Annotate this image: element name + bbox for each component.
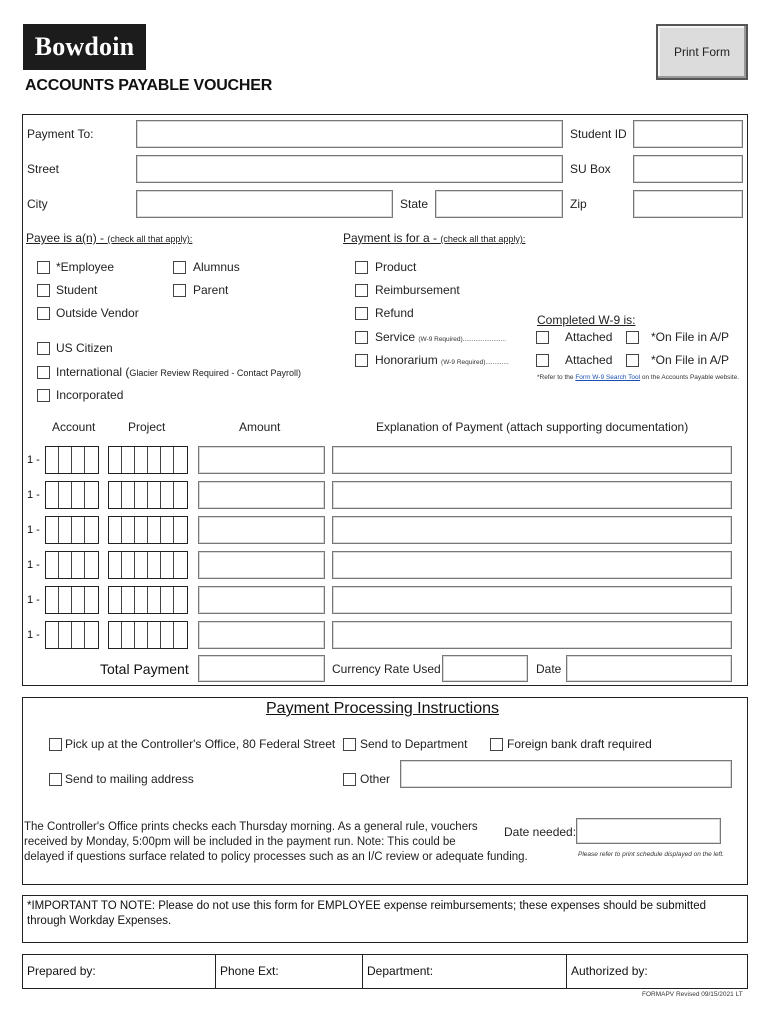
project-digits-input[interactable] <box>108 586 188 614</box>
line-row-label: 1 - <box>27 524 40 536</box>
reimbursement-label: Reimbursement <box>375 283 460 297</box>
project-header: Project <box>128 420 166 434</box>
other-checkbox[interactable] <box>343 773 356 786</box>
parent-checkbox[interactable] <box>173 284 186 297</box>
honorarium-w9-on-file-checkbox[interactable] <box>626 354 639 367</box>
explanation-input[interactable] <box>332 481 732 509</box>
phone-ext-field[interactable]: Phone Ext: <box>216 955 363 988</box>
foreign-draft-label: Foreign bank draft required <box>507 737 652 751</box>
account-digits-input[interactable] <box>45 551 99 579</box>
total-payment-input[interactable] <box>198 655 325 682</box>
other-input[interactable] <box>400 760 732 788</box>
payment-to-label: Payment To: <box>27 127 94 141</box>
street-input[interactable] <box>136 155 563 183</box>
processing-note: The Controller's Office prints checks each Thursday morning. As a general rule, vouchers received by Monday, 5:00pm will be included in the payment run. Note: This could be delayed if questions surface related to policy processes such as an I/C review or adequate funding. <box>24 821 528 863</box>
student-id-input[interactable] <box>633 120 743 148</box>
student-label: Student <box>56 283 98 297</box>
department-field[interactable]: Department: <box>363 955 567 988</box>
pickup-label: Pick up at the Controller's Office, 80 Federal Street <box>65 737 336 751</box>
explanation-input[interactable] <box>332 551 732 579</box>
us-citizen-label: US Citizen <box>56 341 113 355</box>
line-row-label: 1 - <box>27 489 40 501</box>
currency-rate-label: Currency Rate Used <box>332 662 441 676</box>
line-row-label: 1 - <box>27 594 40 606</box>
honorarium-w9-attached-checkbox[interactable] <box>536 354 549 367</box>
zip-label: Zip <box>570 197 587 211</box>
amount-input[interactable] <box>198 621 325 649</box>
payment-to-input[interactable] <box>136 120 563 148</box>
amount-input[interactable] <box>198 481 325 509</box>
project-digits-input[interactable] <box>108 551 188 579</box>
explanation-header: Explanation of Payment (attach supporting documentation) <box>376 420 689 434</box>
payee-type-heading: Payee is a(n) - (check all that apply): <box>26 231 193 245</box>
amount-input[interactable] <box>198 586 325 614</box>
city-label: City <box>27 197 48 211</box>
prepared-by-field[interactable]: Prepared by: <box>23 955 216 988</box>
account-header: Account <box>52 420 96 434</box>
city-input[interactable] <box>136 190 393 218</box>
service-w9-attached-label: Attached <box>565 330 613 344</box>
explanation-input[interactable] <box>332 586 732 614</box>
honorarium-label: Honorarium (W-9 Required)............. <box>375 353 509 367</box>
service-label: Service (W-9 Required)........................ <box>375 330 507 344</box>
line-row-label: 1 - <box>27 454 40 466</box>
international-label: International (Glacier Review Required - Contact Payroll) <box>56 365 301 379</box>
alumnus-checkbox[interactable] <box>173 261 186 274</box>
line-row-label: 1 - <box>27 629 40 641</box>
date-label: Date <box>536 662 562 676</box>
amount-input[interactable] <box>198 551 325 579</box>
international-checkbox[interactable] <box>37 366 50 379</box>
employee-checkbox[interactable] <box>37 261 50 274</box>
product-label: Product <box>375 260 417 274</box>
w9-heading: Completed W-9 is: <box>537 313 636 327</box>
product-checkbox[interactable] <box>355 261 368 274</box>
service-w9-on-file-checkbox[interactable] <box>626 331 639 344</box>
zip-input[interactable] <box>633 190 743 218</box>
alumnus-label: Alumnus <box>193 260 240 274</box>
currency-rate-input[interactable] <box>442 655 528 682</box>
employee-label: *Employee <box>56 260 115 274</box>
student-id-label: Student ID <box>570 127 627 141</box>
print-form-button[interactable]: Print Form <box>656 24 748 80</box>
su-box-label: SU Box <box>570 162 611 176</box>
state-input[interactable] <box>435 190 563 218</box>
student-checkbox[interactable] <box>37 284 50 297</box>
important-note: *IMPORTANT TO NOTE: Please do not use this form for EMPLOYEE expense reimbursements; these expenses should be submitted through Workday Expenses. <box>22 895 748 943</box>
amount-input[interactable] <box>198 516 325 544</box>
line-row-label: 1 - <box>27 559 40 571</box>
account-digits-input[interactable] <box>45 446 99 474</box>
total-payment-label: Total Payment <box>100 661 189 677</box>
service-checkbox[interactable] <box>355 331 368 344</box>
reimbursement-checkbox[interactable] <box>355 284 368 297</box>
mailing-address-checkbox[interactable] <box>49 773 62 786</box>
outside-vendor-label: Outside Vendor <box>56 306 139 320</box>
explanation-input[interactable] <box>332 446 732 474</box>
state-label: State <box>400 197 429 211</box>
outside-vendor-checkbox[interactable] <box>37 307 50 320</box>
parent-label: Parent <box>193 283 229 297</box>
date-needed-input[interactable] <box>576 818 721 844</box>
send-department-label: Send to Department <box>360 737 468 751</box>
us-citizen-checkbox[interactable] <box>37 342 50 355</box>
payment-for-heading: Payment is for a - (check all that apply): <box>343 231 526 245</box>
account-digits-input[interactable] <box>45 516 99 544</box>
service-w9-on-file-label: *On File in A/P <box>651 330 730 344</box>
project-digits-input[interactable] <box>108 621 188 649</box>
mailing-address-label: Send to mailing address <box>65 772 194 786</box>
form-revision: FORMAPV Revised 09/15/2021 LT <box>642 991 743 998</box>
pickup-checkbox[interactable] <box>49 738 62 751</box>
account-digits-input[interactable] <box>45 621 99 649</box>
date-input[interactable] <box>566 655 732 682</box>
foreign-draft-checkbox[interactable] <box>490 738 503 751</box>
honorarium-w9-on-file-label: *On File in A/P <box>651 353 730 367</box>
amount-input[interactable] <box>198 446 325 474</box>
date-needed-label: Date needed: <box>504 825 577 839</box>
explanation-input[interactable] <box>332 516 732 544</box>
amount-header: Amount <box>239 420 281 434</box>
explanation-input[interactable] <box>332 621 732 649</box>
street-label: Street <box>27 162 60 176</box>
refund-checkbox[interactable] <box>355 307 368 320</box>
honorarium-checkbox[interactable] <box>355 354 368 367</box>
w9-refer-note: *Refer to the Form W-9 Search Tool on the Accounts Payable website. <box>537 374 740 381</box>
processing-title: Payment Processing Instructions <box>266 700 499 717</box>
incorporated-label: Incorporated <box>56 388 124 402</box>
authorized-by-field[interactable]: Authorized by: <box>571 964 648 978</box>
signature-row <box>22 954 748 989</box>
honorarium-w9-attached-label: Attached <box>565 353 613 367</box>
bowdoin-logo: Bowdoin <box>23 24 146 70</box>
project-digits-input[interactable] <box>108 446 188 474</box>
account-digits-input[interactable] <box>45 481 99 509</box>
service-w9-attached-checkbox[interactable] <box>536 331 549 344</box>
schedule-note: Please refer to print schedule displayed on the left. <box>578 851 724 858</box>
form-title: ACCOUNTS PAYABLE VOUCHER <box>25 77 273 94</box>
w9-search-tool-link[interactable]: Form W-9 Search Tool <box>575 374 641 381</box>
incorporated-checkbox[interactable] <box>37 389 50 402</box>
other-label: Other <box>360 772 391 786</box>
project-digits-input[interactable] <box>108 516 188 544</box>
send-department-checkbox[interactable] <box>343 738 356 751</box>
account-digits-input[interactable] <box>45 586 99 614</box>
project-digits-input[interactable] <box>108 481 188 509</box>
su-box-input[interactable] <box>633 155 743 183</box>
refund-label: Refund <box>375 306 414 320</box>
